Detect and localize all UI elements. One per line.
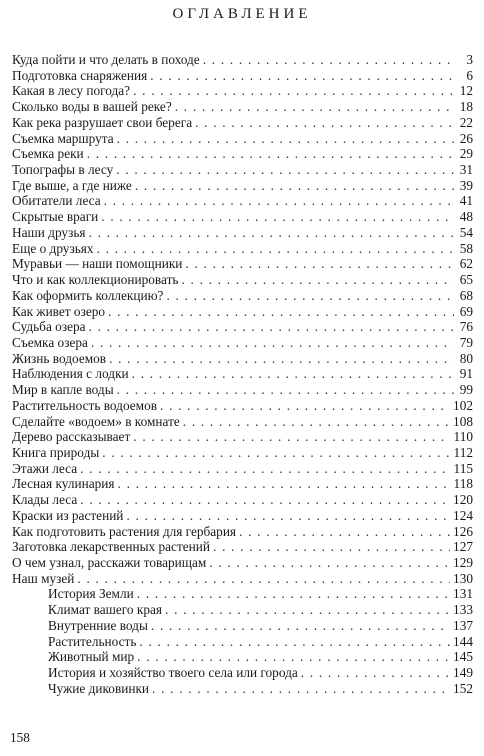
toc-entry bbox=[12, 461, 473, 477]
entry-title: Животный мир bbox=[48, 649, 135, 665]
dot-leader bbox=[150, 68, 454, 84]
entry-title: Краски из растений bbox=[12, 507, 124, 523]
toc-entry bbox=[12, 351, 473, 367]
dot-leader bbox=[91, 335, 454, 351]
entry-title: Как река разрушает свои берега bbox=[12, 114, 193, 130]
entry-title: Жизнь водоемов bbox=[12, 350, 107, 366]
toc-entry bbox=[12, 319, 473, 335]
entry-page-number: 41 bbox=[459, 193, 473, 209]
entry-title: Какая в лесу погода? bbox=[12, 83, 131, 99]
toc-subentry bbox=[12, 618, 473, 634]
dot-leader bbox=[133, 83, 454, 99]
entry-title: Обитатели леса bbox=[12, 193, 101, 209]
entry-page-number: 126 bbox=[453, 523, 473, 539]
entry-title: Как подготовить растения для гербария bbox=[12, 523, 237, 539]
entry-page-number: 48 bbox=[459, 209, 473, 225]
toc-entry bbox=[12, 52, 473, 68]
entry-title: Еще о друзьях bbox=[12, 240, 94, 256]
dot-leader bbox=[89, 319, 454, 335]
toc-entry bbox=[12, 476, 473, 492]
dot-leader bbox=[101, 209, 454, 225]
entry-page-number: 69 bbox=[459, 303, 473, 319]
dot-leader bbox=[160, 398, 450, 414]
toc-entry bbox=[12, 555, 473, 571]
entry-page-number: 6 bbox=[466, 67, 473, 83]
toc-entry bbox=[12, 162, 473, 178]
toc-entry bbox=[12, 366, 473, 382]
entry-title: Дерево рассказывает bbox=[12, 429, 131, 445]
toc-entry bbox=[12, 68, 473, 84]
entry-page-number: 145 bbox=[453, 649, 473, 665]
dot-leader bbox=[104, 193, 454, 209]
dot-leader bbox=[213, 539, 450, 555]
entry-title: История и хозяйство твоего села или города bbox=[48, 665, 298, 681]
entry-page-number: 12 bbox=[459, 83, 473, 99]
entry-page-number: 127 bbox=[453, 539, 473, 555]
dot-leader bbox=[185, 256, 454, 272]
entry-page-number: 149 bbox=[453, 665, 473, 681]
toc-subentry bbox=[12, 602, 473, 618]
entry-page-number: 62 bbox=[459, 256, 473, 272]
toc-entry bbox=[12, 288, 473, 304]
entry-page-number: 65 bbox=[459, 272, 473, 288]
entry-page-number: 152 bbox=[453, 680, 473, 696]
entry-page-number: 133 bbox=[453, 602, 473, 618]
dot-leader bbox=[80, 492, 450, 508]
entry-title: О чем узнал, расскажи товарищам bbox=[12, 555, 207, 570]
dot-leader bbox=[116, 162, 454, 178]
dot-leader bbox=[89, 225, 454, 241]
entry-page-number: 91 bbox=[459, 366, 473, 382]
entry-page-number: 129 bbox=[453, 555, 473, 570]
entry-title: Наш музей bbox=[12, 570, 75, 586]
toc-entry bbox=[12, 272, 473, 288]
toc-entry bbox=[12, 335, 473, 351]
dot-leader bbox=[137, 649, 450, 665]
entry-page-number: 99 bbox=[459, 382, 473, 398]
entry-title: Лесная кулинария bbox=[12, 476, 115, 492]
entry-page-number: 130 bbox=[453, 570, 473, 586]
entry-title: Внутренние воды bbox=[48, 617, 148, 633]
dot-leader bbox=[135, 178, 454, 194]
entry-page-number: 137 bbox=[453, 617, 473, 633]
entry-title: Растительность водоемов bbox=[12, 397, 158, 413]
entry-title: Топографы в лесу bbox=[12, 162, 114, 178]
entry-page-number: 31 bbox=[459, 162, 473, 178]
dot-leader bbox=[87, 146, 454, 162]
entry-title: Сделайте «водоем» в комнате bbox=[12, 413, 180, 429]
entry-page-number: 68 bbox=[459, 287, 473, 303]
dot-leader bbox=[109, 351, 454, 367]
toc-entry bbox=[12, 429, 473, 445]
page-title: ОГЛАВЛЕНИЕ bbox=[172, 6, 312, 22]
dot-leader bbox=[166, 288, 454, 304]
entry-page-number: 118 bbox=[453, 476, 473, 492]
toc-subentry bbox=[12, 634, 473, 650]
entry-title: Муравьи — наши помощники bbox=[12, 256, 183, 272]
toc-entry bbox=[12, 146, 473, 162]
toc-entry bbox=[12, 445, 473, 461]
toc-entry bbox=[12, 131, 473, 147]
dot-leader bbox=[108, 304, 454, 320]
toc-entry bbox=[12, 225, 473, 241]
toc-subentry bbox=[12, 649, 473, 665]
entry-title: Съемка озера bbox=[12, 334, 88, 350]
toc-entry bbox=[12, 508, 473, 524]
dot-leader bbox=[137, 586, 450, 602]
toc-entry bbox=[12, 99, 473, 115]
entry-title: Наблюдения с лодки bbox=[12, 366, 129, 382]
dot-leader bbox=[117, 131, 454, 147]
dot-leader bbox=[203, 52, 454, 68]
table-of-contents bbox=[12, 52, 473, 696]
entry-page-number: 76 bbox=[459, 319, 473, 335]
entry-title: Климат вашего края bbox=[48, 602, 163, 618]
dot-leader bbox=[126, 508, 450, 524]
entry-title: Клады леса bbox=[12, 492, 78, 508]
toc-entry bbox=[12, 571, 473, 587]
dot-leader bbox=[151, 618, 450, 634]
entry-page-number: 18 bbox=[459, 99, 473, 115]
entry-page-number: 26 bbox=[459, 130, 473, 146]
entry-title: Заготовка лекарственных растений bbox=[12, 539, 211, 555]
entry-title: Куда пойти и что делать в походе bbox=[12, 52, 200, 67]
entry-title: История Земли bbox=[48, 586, 134, 602]
toc-subentry bbox=[12, 665, 473, 681]
entry-title: Как живет озеро bbox=[12, 303, 106, 319]
dot-leader bbox=[181, 272, 454, 288]
entry-page-number: 124 bbox=[453, 507, 473, 523]
entry-page-number: 131 bbox=[453, 586, 473, 602]
dot-leader bbox=[152, 681, 450, 697]
dot-leader bbox=[117, 382, 454, 398]
entry-page-number: 22 bbox=[459, 114, 473, 130]
entry-page-number: 80 bbox=[459, 350, 473, 366]
entry-page-number: 112 bbox=[453, 444, 473, 460]
entry-page-number: 115 bbox=[453, 460, 473, 476]
entry-title: Этажи леса bbox=[12, 460, 78, 476]
toc-entry bbox=[12, 414, 473, 430]
dot-leader bbox=[97, 241, 454, 257]
entry-title: Скрытые враги bbox=[12, 209, 99, 225]
dot-leader bbox=[133, 429, 450, 445]
entry-page-number: 29 bbox=[459, 146, 473, 162]
entry-page-number: 3 bbox=[466, 52, 473, 67]
entry-title: Сколько воды в вашей реке? bbox=[12, 99, 172, 115]
entry-title: Съемка реки bbox=[12, 146, 84, 162]
toc-entry bbox=[12, 492, 473, 508]
toc-entry bbox=[12, 209, 473, 225]
entry-title: Книга природы bbox=[12, 444, 100, 460]
page-number: 158 bbox=[10, 730, 30, 745]
entry-page-number: 54 bbox=[459, 224, 473, 240]
toc-entry bbox=[12, 178, 473, 194]
dot-leader bbox=[301, 665, 450, 681]
entry-page-number: 102 bbox=[453, 397, 473, 413]
entry-title: Подготовка снаряжения bbox=[12, 67, 148, 83]
dot-leader bbox=[183, 414, 450, 430]
entry-page-number: 79 bbox=[459, 334, 473, 350]
dot-leader bbox=[165, 602, 450, 618]
toc-entry bbox=[12, 382, 473, 398]
toc-entry bbox=[12, 193, 473, 209]
toc-entry bbox=[12, 115, 473, 131]
dot-leader bbox=[209, 555, 450, 571]
entry-title: Мир в капле воды bbox=[12, 382, 114, 398]
entry-title: Как оформить коллекцию? bbox=[12, 287, 164, 303]
entry-title: Чужие диковинки bbox=[48, 680, 150, 696]
dot-leader bbox=[118, 476, 451, 492]
entry-page-number: 39 bbox=[459, 177, 473, 193]
dot-leader bbox=[195, 115, 454, 131]
entry-page-number: 144 bbox=[453, 633, 473, 649]
toc-subentry bbox=[12, 586, 473, 602]
dot-leader bbox=[139, 634, 450, 650]
entry-title: Что и как коллекционировать bbox=[12, 272, 179, 288]
toc-subentry bbox=[12, 681, 473, 697]
dot-leader bbox=[80, 461, 450, 477]
toc-entry bbox=[12, 398, 473, 414]
dot-leader bbox=[77, 571, 450, 587]
entry-page-number: 108 bbox=[453, 413, 473, 429]
entry-title: Растительность bbox=[48, 633, 137, 649]
entry-page-number: 58 bbox=[459, 240, 473, 256]
dot-leader bbox=[132, 366, 454, 382]
dot-leader bbox=[102, 445, 450, 461]
entry-title: Где выше, а где ниже bbox=[12, 177, 132, 193]
entry-title: Наши друзья bbox=[12, 224, 86, 240]
toc-entry bbox=[12, 539, 473, 555]
toc-entry bbox=[12, 256, 473, 272]
entry-title: Судьба озера bbox=[12, 319, 86, 335]
dot-leader bbox=[239, 524, 450, 540]
toc-entry bbox=[12, 83, 473, 99]
toc-entry bbox=[12, 304, 473, 320]
toc-entry bbox=[12, 241, 473, 257]
toc-entry bbox=[12, 524, 473, 540]
dot-leader bbox=[175, 99, 454, 115]
entry-page-number: 110 bbox=[453, 429, 473, 445]
entry-title: Съемка маршрута bbox=[12, 130, 114, 146]
entry-page-number: 120 bbox=[453, 492, 473, 508]
